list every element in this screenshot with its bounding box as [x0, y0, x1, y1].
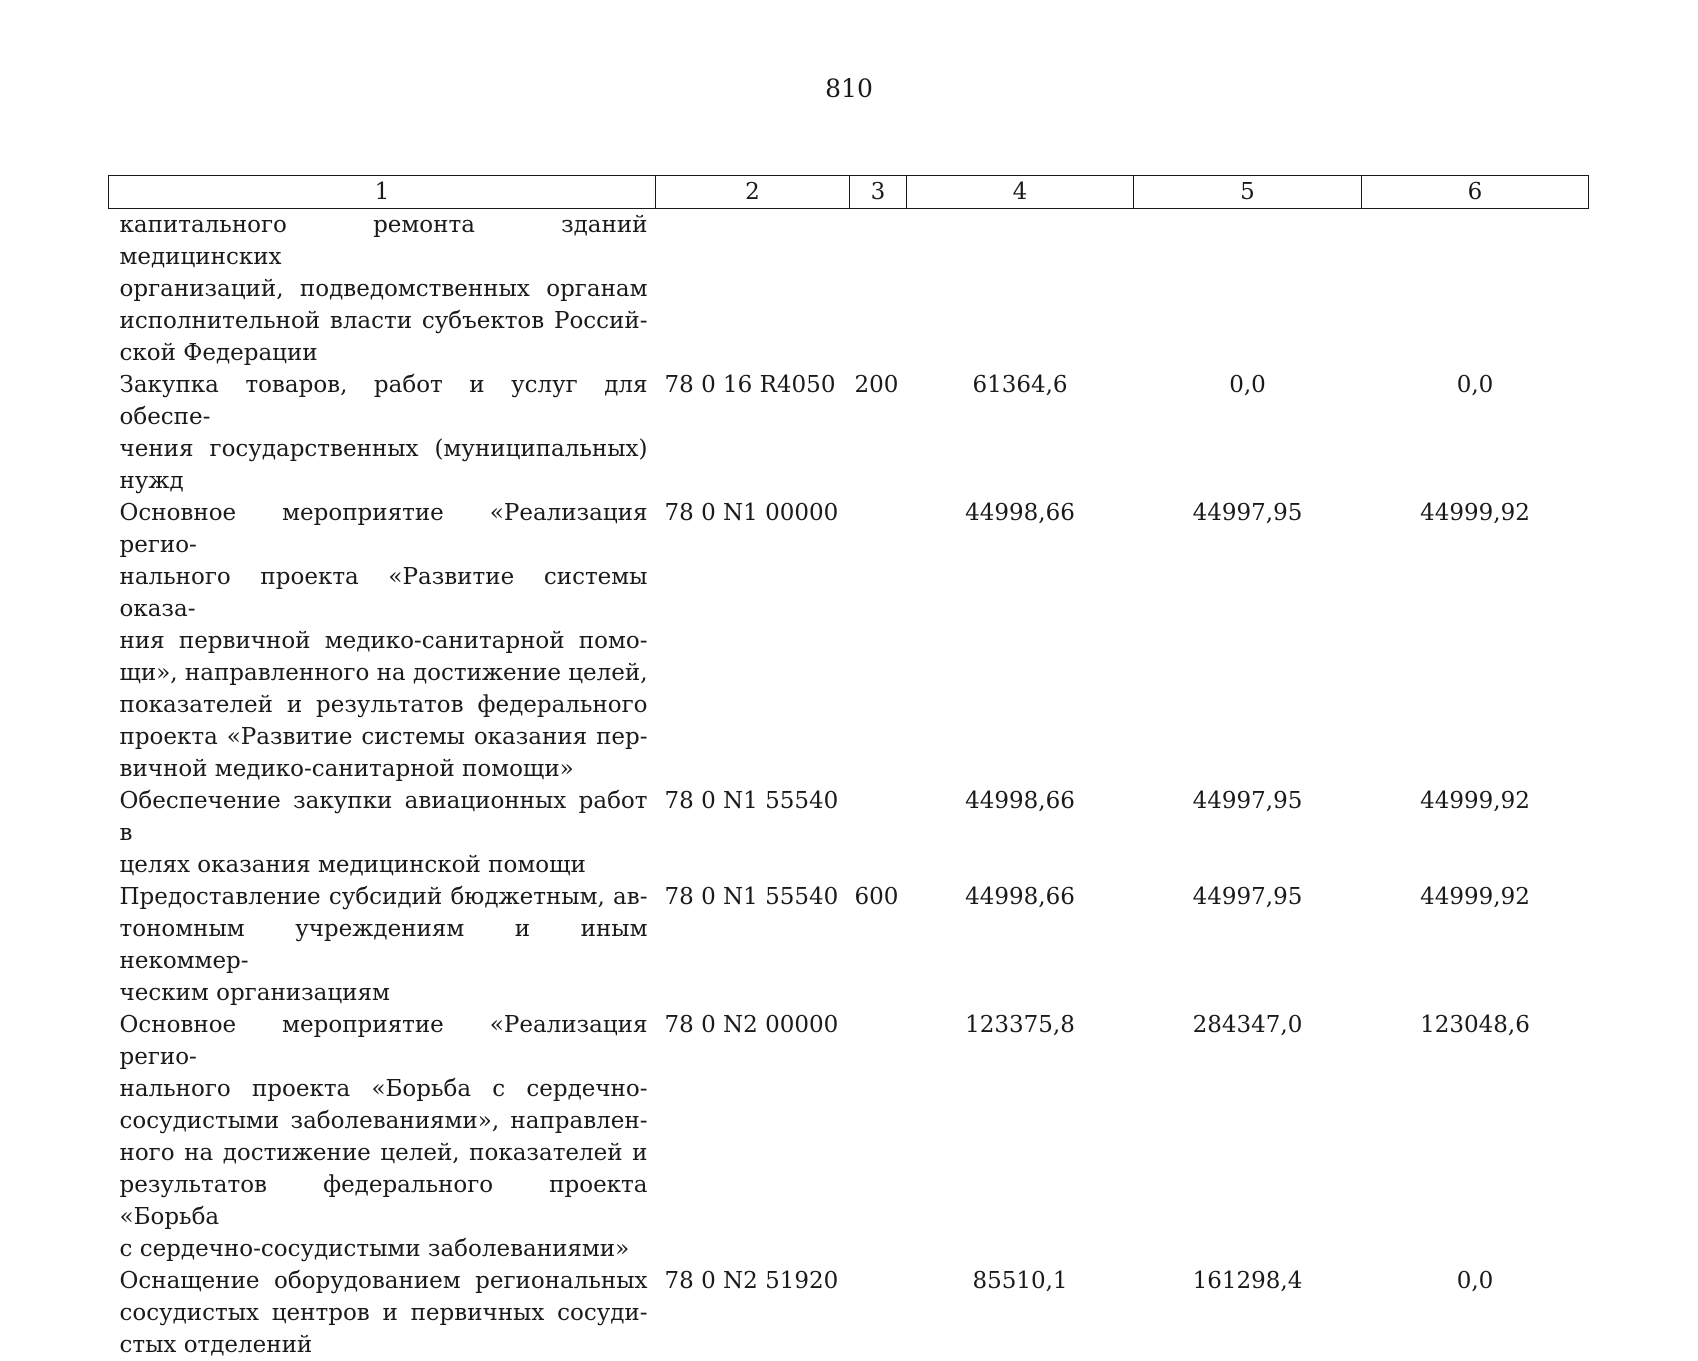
table-row: [109, 1009, 1589, 1265]
column-header-1: 1: [109, 176, 656, 209]
row-description: [109, 209, 656, 370]
row-value-col4: 44998,66: [907, 881, 1134, 1009]
row-value-col4: [907, 209, 1134, 370]
row-value-col4: 61364,6: [907, 369, 1134, 497]
table-row: [109, 1265, 1589, 1361]
row-expense-type: [850, 1265, 907, 1361]
table-header: [109, 176, 1589, 209]
column-header-3: 3: [850, 176, 907, 209]
description-line: целях оказания медицинской помощи: [120, 849, 648, 881]
table-row: [109, 497, 1589, 785]
row-expense-type: [850, 209, 907, 370]
row-value-col5: 44997,95: [1134, 497, 1362, 785]
description-line: щи», направленного на достижение целей,: [120, 657, 648, 689]
row-expense-type: [850, 785, 907, 881]
row-value-col6: 0,0: [1362, 369, 1589, 497]
row-value-col6: [1362, 209, 1589, 370]
row-description: [109, 785, 656, 881]
table-row: [109, 881, 1589, 1009]
table-body: [109, 209, 1589, 1361]
description-line: проекта «Развитие системы оказания пер-: [120, 721, 648, 753]
description-line: сосудистых центров и первичных сосуди-: [120, 1297, 648, 1329]
description-line: стых отделений: [120, 1329, 648, 1361]
description-line: Предоставление субсидий бюджетным, ав-: [120, 881, 648, 913]
description-line: сосудистыми заболеваниями», направлен-: [120, 1105, 648, 1137]
row-value-col4: 44998,66: [907, 497, 1134, 785]
description-line: результатов федерального проекта «Борьба: [120, 1169, 648, 1233]
description-line: нального проекта «Развитие системы оказа-: [120, 561, 648, 625]
row-expense-type: [850, 497, 907, 785]
row-description: [109, 1265, 656, 1361]
row-value-col5: 284347,0: [1134, 1009, 1362, 1265]
column-header-2: 2: [656, 176, 850, 209]
table-row: [109, 785, 1589, 881]
row-code: 78 0 N2 00000: [656, 1009, 850, 1265]
row-code: 78 0 N1 55540: [656, 785, 850, 881]
row-value-col6: 123048,6: [1362, 1009, 1589, 1265]
row-value-col6: 0,0: [1362, 1265, 1589, 1361]
row-value-col4: 123375,8: [907, 1009, 1134, 1265]
column-header-6: 6: [1362, 176, 1589, 209]
description-line: с сердечно-сосудистыми заболеваниями»: [120, 1233, 648, 1265]
column-header-5: 5: [1134, 176, 1362, 209]
description-line: капитального ремонта зданий медицинских: [120, 209, 648, 273]
description-line: Основное мероприятие «Реализация регио-: [120, 1009, 648, 1073]
row-description: [109, 1009, 656, 1265]
row-value-col4: 85510,1: [907, 1265, 1134, 1361]
row-value-col6: 44999,92: [1362, 785, 1589, 881]
row-expense-type: 600: [850, 881, 907, 1009]
column-header-4: 4: [907, 176, 1134, 209]
row-value-col6: 44999,92: [1362, 881, 1589, 1009]
table-row: [109, 369, 1589, 497]
row-expense-type: [850, 1009, 907, 1265]
row-value-col5: 0,0: [1134, 369, 1362, 497]
description-line: ния первичной медико-санитарной помо-: [120, 625, 648, 657]
budget-table: [108, 175, 1589, 1361]
description-line: ного на достижение целей, показателей и: [120, 1137, 648, 1169]
row-value-col5: 44997,95: [1134, 881, 1362, 1009]
description-line: организаций, подведомственных органам: [120, 273, 648, 305]
row-code: [656, 209, 850, 370]
description-line: Закупка товаров, работ и услуг для обеспе-: [120, 369, 648, 433]
description-line: нального проекта «Борьба с сердечно-: [120, 1073, 648, 1105]
row-description: [109, 369, 656, 497]
row-code: 78 0 16 R4050: [656, 369, 850, 497]
row-code: 78 0 N1 55540: [656, 881, 850, 1009]
row-value-col6: 44999,92: [1362, 497, 1589, 785]
description-line: исполнительной власти субъектов Россий-: [120, 305, 648, 337]
row-value-col5: 161298,4: [1134, 1265, 1362, 1361]
description-line: тономным учреждениям и иным некоммер-: [120, 913, 648, 977]
row-value-col4: 44998,66: [907, 785, 1134, 881]
description-line: Оснащение оборудованием региональных: [120, 1265, 648, 1297]
row-value-col5: [1134, 209, 1362, 370]
header-row: [109, 176, 1589, 209]
row-description: [109, 881, 656, 1009]
description-line: Основное мероприятие «Реализация регио-: [120, 497, 648, 561]
page-number: 810: [0, 74, 1698, 104]
row-value-col5: 44997,95: [1134, 785, 1362, 881]
description-line: вичной медико-санитарной помощи»: [120, 753, 648, 785]
row-expense-type: 200: [850, 369, 907, 497]
row-code: 78 0 N2 51920: [656, 1265, 850, 1361]
row-code: 78 0 N1 00000: [656, 497, 850, 785]
description-line: чения государственных (муниципальных): [120, 433, 648, 465]
table-row: [109, 209, 1589, 370]
description-line: ческим организациям: [120, 977, 648, 1009]
row-description: [109, 497, 656, 785]
description-line: нужд: [120, 465, 648, 497]
description-line: ской Федерации: [120, 337, 648, 369]
description-line: Обеспечение закупки авиационных работ в: [120, 785, 648, 849]
description-line: показателей и результатов федерального: [120, 689, 648, 721]
